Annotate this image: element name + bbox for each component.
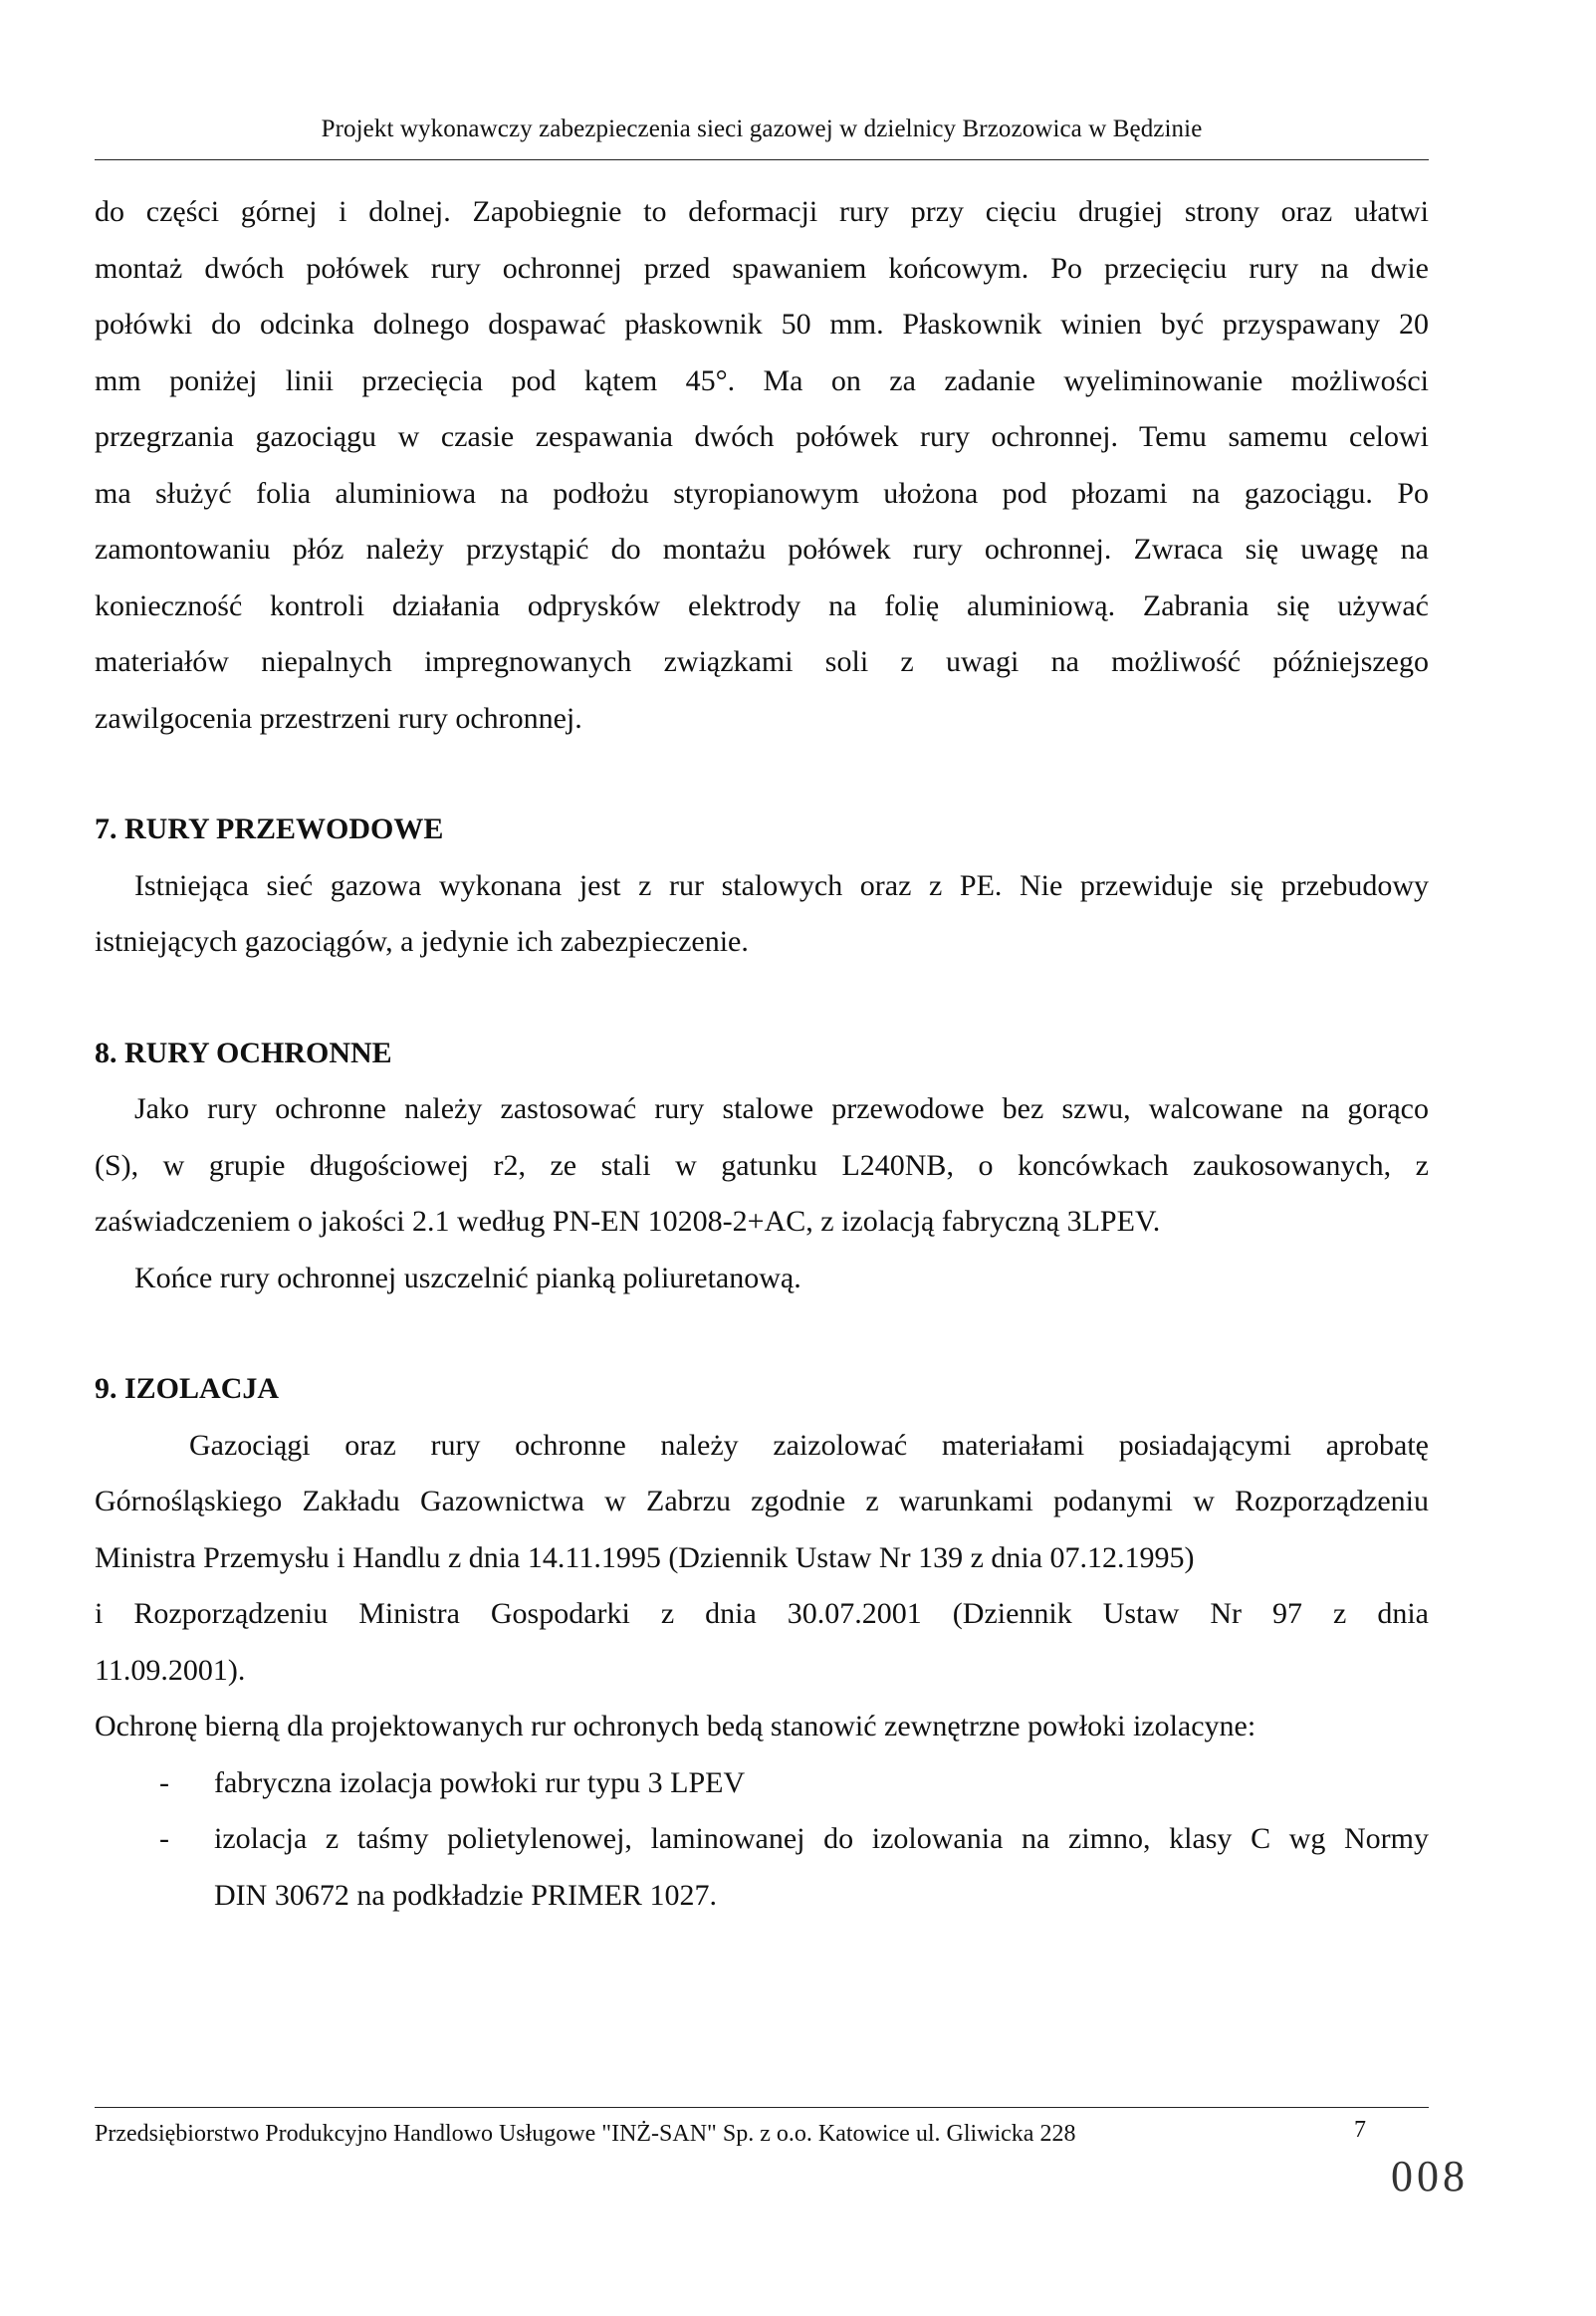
text-line: (S), w grupie długościowej r2, ze stali w gatunku L240NB, o koncówkach zaukosowanych, z [95,1148,1429,1182]
text-line: przegrzania gazociągu w czasie zespawania dwóch połówek rury ochronnej. Temu samemu celowi [95,420,1429,453]
list-dash: - [159,1822,169,1855]
text-line: montaż dwóch połówek rury ochronnej przed spawaniem końcowym. Po przecięciu rury na dwie [95,251,1429,285]
text-line: zaświadczeniem o jakości 2.1 według PN-EN 10208-2+AC, z izolacją fabryczną 3LPEV. [95,1205,1161,1238]
text-line: Górnośląskiego Zakładu Gazownictwa w Zabrzu zgodnie z warunkami podanymi w Rozporządzeniu [95,1485,1429,1517]
list-item [95,1811,1429,1924]
header-divider [95,159,1429,160]
text-line: 11.09.2001). [95,1653,246,1687]
section-9-heading: 9. IZOLACJA [95,1372,280,1405]
text-line: istniejących gazociągów, a jedynie ich zabezpieczenie. [95,925,749,958]
text-line: Ministra Przemysłu i Handlu z dnia 14.11.1995 (Dziennik Ustaw Nr 139 z dnia 07.12.1995) [95,1540,1195,1574]
page-content [95,184,1429,1924]
text-line: ma służyć folia aluminiowa na podłożu styropianowym ułożona pod płozami na gazociągu. Po [95,476,1429,510]
text-line: połówki do odcinka dolnego dospawać płaskownik 50 mm. Płaskownik winien być przyspawany 20 [95,308,1429,341]
section-8-note: Końce rury ochronnej uszczelnić pianką poliuretanową. [134,1261,801,1294]
text-line: izolacja z taśmy polietylenowej, laminowanej do izolowania na zimno, klasy C wg Normy [214,1822,1429,1855]
text-line: i Rozporządzeniu Ministra Gospodarki z dnia 30.07.2001 (Dziennik Ustaw Nr 97 z dnia [95,1597,1429,1630]
text-line: Istniejąca sieć gazowa wykonana jest z rur stalowych oraz z PE. Nie przewiduje się przebudowy [134,868,1429,902]
footer-divider [95,2107,1429,2108]
text-line: mm poniżej linii przecięcia pod kątem 45°. Ma on za zadanie wyeliminowanie możliwości [95,363,1429,397]
text-line: materiałów niepalnych impregnowanych związkami soli z uwagi na możliwość późniejszego [95,645,1429,678]
page-number: 7 [1354,2117,1366,2143]
text-line: zawilgocenia przestrzeni rury ochronnej. [95,701,582,735]
text-line: zamontowaniu płóz należy przystąpić do montażu połówek rury ochronnej. Zwraca się uwagę na [95,533,1429,566]
text-line: fabryczna izolacja powłoki rur typu 3 LPEV [214,1765,746,1799]
section-8-paragraph [95,1081,1429,1306]
page-stamp-number: 008 [1391,2152,1469,2200]
list-dash: - [159,1765,169,1799]
section-7-heading: 7. RURY PRZEWODOWE [95,812,444,845]
page-header: Projekt wykonawczy zabezpieczenia sieci gazowej w dzielnicy Brzozowica w Będzinie [321,116,1203,142]
text-line: DIN 30672 na podkładzie PRIMER 1027. [214,1878,717,1912]
insulation-list [95,1755,1429,1925]
section-9-paragraph-1 [95,1418,1429,1587]
section-9-paragraph-3: Ochronę bierną dla projektowanych rur ochronych bedą stanowić zewnętrzne powłoki izolacyne: [95,1710,1256,1742]
text-line: Gazociągi oraz rury ochronne należy zaizolować materiałami posiadającymi aprobatę [189,1428,1429,1462]
text-line: Jako rury ochronne należy zastosować rury stalowe przewodowe bez szwu, walcowane na gorąco [134,1092,1429,1125]
section-9-paragraph-2 [95,1586,1429,1699]
list-item [95,1755,1429,1812]
footer-company: Przedsiębiorstwo Produkcyjno Handlowo Usługowe "INŻ-SAN" Sp. z o.o. Katowice ul. Gliwicka 228 [95,2121,1076,2147]
text-line: konieczność kontroli działania odprysków elektrody na folię aluminiową. Zabrania się używać [95,588,1429,622]
intro-paragraph [95,184,1429,747]
text-line: do części górnej i dolnej. Zapobiegnie to deformacji rury przy cięciu drugiej strony oraz ułatwi [95,195,1429,228]
section-7-paragraph [95,858,1429,971]
section-8-heading: 8. RURY OCHRONNE [95,1036,392,1069]
